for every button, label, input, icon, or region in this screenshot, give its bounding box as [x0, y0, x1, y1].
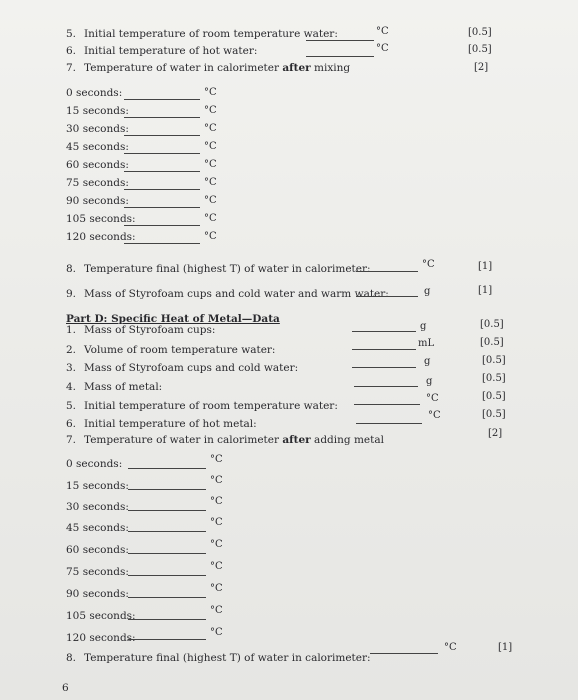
unit-label: °C: [210, 517, 223, 528]
time-label: 60 seconds:: [66, 159, 129, 171]
time-label: 105 seconds:: [66, 610, 136, 622]
item-label: Mass of metal:: [84, 381, 163, 393]
item-number: 9.: [66, 288, 77, 300]
unit-label: °C: [204, 123, 217, 134]
answer-line[interactable]: [124, 171, 200, 172]
unit-label: °C: [210, 627, 223, 638]
unit-label: °C: [210, 605, 223, 616]
unit-label: °C: [210, 496, 223, 507]
item-label: Initial temperature of hot water:: [84, 45, 258, 57]
unit-label: °C: [210, 475, 223, 486]
page-number: 6: [62, 682, 69, 694]
item-label: Mass of Styrofoam cups and cold water:: [84, 362, 299, 374]
item-label: Mass of Styrofoam cups:: [84, 324, 216, 336]
item-label: Temperature final (highest T) of water in calorimeter:: [84, 652, 371, 664]
item-number: 1.: [66, 324, 77, 336]
time-label: 15 seconds:: [66, 105, 129, 117]
time-label: 75 seconds:: [66, 566, 129, 578]
item-c8: [66, 263, 371, 275]
section-title: Part D: Specific Heat of Metal—Data: [66, 313, 280, 325]
item-label: Initial temperature of hot metal:: [84, 418, 257, 430]
answer-line[interactable]: [124, 99, 200, 100]
unit-label: °C: [204, 159, 217, 170]
unit-label: °C: [376, 43, 389, 54]
answer-line[interactable]: [124, 243, 200, 244]
time-label: 15 seconds:: [66, 480, 129, 492]
answer-line[interactable]: [354, 404, 420, 405]
unit-label: g: [424, 286, 431, 297]
unit-label: °C: [204, 141, 217, 152]
item-d4: [66, 381, 162, 393]
item-number: 6.: [66, 45, 77, 57]
item-c9: [66, 288, 389, 300]
unit-label: °C: [422, 259, 435, 270]
answer-line[interactable]: [352, 367, 416, 368]
time-label: 75 seconds:: [66, 177, 129, 189]
unit-label: g: [426, 376, 433, 387]
answer-line[interactable]: [356, 296, 418, 297]
item-label: Volume of room temperature water:: [84, 344, 276, 356]
time-label: 90 seconds:: [66, 588, 129, 600]
answer-line[interactable]: [306, 40, 374, 41]
answer-line[interactable]: [124, 207, 200, 208]
answer-line[interactable]: [128, 553, 206, 554]
unit-label: °C: [204, 177, 217, 188]
unit-label: °C: [210, 583, 223, 594]
points-label: [1]: [478, 261, 493, 272]
unit-label: g: [424, 356, 431, 367]
points-label: [0.5]: [480, 337, 504, 348]
unit-label: °C: [428, 410, 441, 421]
points-label: [2]: [488, 428, 503, 439]
answer-line[interactable]: [356, 423, 422, 424]
answer-line[interactable]: [128, 531, 206, 532]
unit-label: °C: [426, 393, 439, 404]
answer-line[interactable]: [352, 331, 416, 332]
answer-line[interactable]: [124, 117, 200, 118]
item-label-end: adding metal: [310, 434, 384, 446]
item-label: Mass of Styrofoam cups and cold water and warm water:: [84, 288, 389, 300]
answer-line[interactable]: [128, 597, 206, 598]
points-label: [1]: [498, 642, 513, 653]
answer-line[interactable]: [352, 349, 416, 350]
item-d6: [66, 418, 257, 430]
unit-label: g: [420, 321, 427, 332]
item-number: 8.: [66, 652, 77, 664]
unit-label: °C: [204, 231, 217, 242]
time-label: 0 seconds:: [66, 458, 123, 470]
item-number: 5.: [66, 400, 77, 412]
answer-line[interactable]: [356, 271, 418, 272]
time-label: 0 seconds:: [66, 87, 123, 99]
answer-line[interactable]: [128, 639, 206, 640]
points-label: [1]: [478, 285, 493, 296]
item-number: 4.: [66, 381, 77, 393]
unit-label: °C: [376, 26, 389, 37]
answer-line[interactable]: [354, 386, 418, 387]
item-label: Temperature of water in calorimeter: [84, 62, 283, 74]
unit-label: °C: [210, 561, 223, 572]
item-d8: [66, 652, 371, 664]
answer-line[interactable]: [128, 510, 206, 511]
item-c7: [66, 62, 350, 74]
answer-line[interactable]: [124, 135, 200, 136]
points-label: [0.5]: [468, 44, 492, 55]
item-label-end: mixing: [310, 62, 351, 74]
item-number: 6.: [66, 418, 77, 430]
item-d3: [66, 362, 298, 374]
time-label: 105 seconds:: [66, 213, 136, 225]
unit-label: °C: [204, 195, 217, 206]
answer-line[interactable]: [124, 153, 200, 154]
unit-label: °C: [210, 539, 223, 550]
points-label: [0.5]: [482, 391, 506, 402]
item-emphasis: after: [282, 434, 311, 446]
unit-label: °C: [204, 87, 217, 98]
points-label: [0.5]: [482, 409, 506, 420]
time-label: 45 seconds:: [66, 141, 129, 153]
points-label: [0.5]: [482, 355, 506, 366]
time-label: 60 seconds:: [66, 544, 129, 556]
item-d1: [66, 324, 215, 336]
item-label: Initial temperature of room temperature water:: [84, 400, 338, 412]
item-d5: [66, 400, 338, 412]
answer-line[interactable]: [128, 619, 206, 620]
answer-line[interactable]: [128, 575, 206, 576]
points-label: [0.5]: [482, 373, 506, 384]
item-label: Temperature final (highest T) of water in calorimeter:: [84, 263, 371, 275]
unit-label: °C: [210, 454, 223, 465]
item-c6: [66, 45, 257, 57]
answer-line[interactable]: [128, 489, 206, 490]
item-number: 3.: [66, 362, 77, 374]
unit-label: mL: [418, 338, 435, 349]
unit-label: °C: [204, 213, 217, 224]
time-label: 30 seconds:: [66, 501, 129, 513]
points-label: [0.5]: [480, 319, 504, 330]
points-label: [0.5]: [468, 27, 492, 38]
item-number: 2.: [66, 344, 77, 356]
item-number: 7.: [66, 62, 77, 74]
answer-line[interactable]: [124, 225, 200, 226]
item-c5: [66, 28, 338, 40]
item-d7: [66, 434, 384, 446]
time-label: 120 seconds:: [66, 231, 136, 243]
unit-label: °C: [204, 105, 217, 116]
unit-label: °C: [444, 642, 457, 653]
item-number: 8.: [66, 263, 77, 275]
time-label: 30 seconds:: [66, 123, 129, 135]
item-label: Initial temperature of room temperature water:: [84, 28, 338, 40]
time-label: 45 seconds:: [66, 522, 129, 534]
answer-line[interactable]: [306, 56, 374, 57]
item-number: 5.: [66, 28, 77, 40]
item-emphasis: after: [282, 62, 311, 74]
answer-line[interactable]: [370, 653, 438, 654]
item-label: Temperature of water in calorimeter: [84, 434, 283, 446]
points-label: [2]: [474, 62, 489, 73]
time-label: 90 seconds:: [66, 195, 129, 207]
time-label: 120 seconds:: [66, 632, 136, 644]
answer-line[interactable]: [124, 189, 200, 190]
item-number: 7.: [66, 434, 77, 446]
item-d2: [66, 344, 275, 356]
answer-line[interactable]: [128, 468, 206, 469]
